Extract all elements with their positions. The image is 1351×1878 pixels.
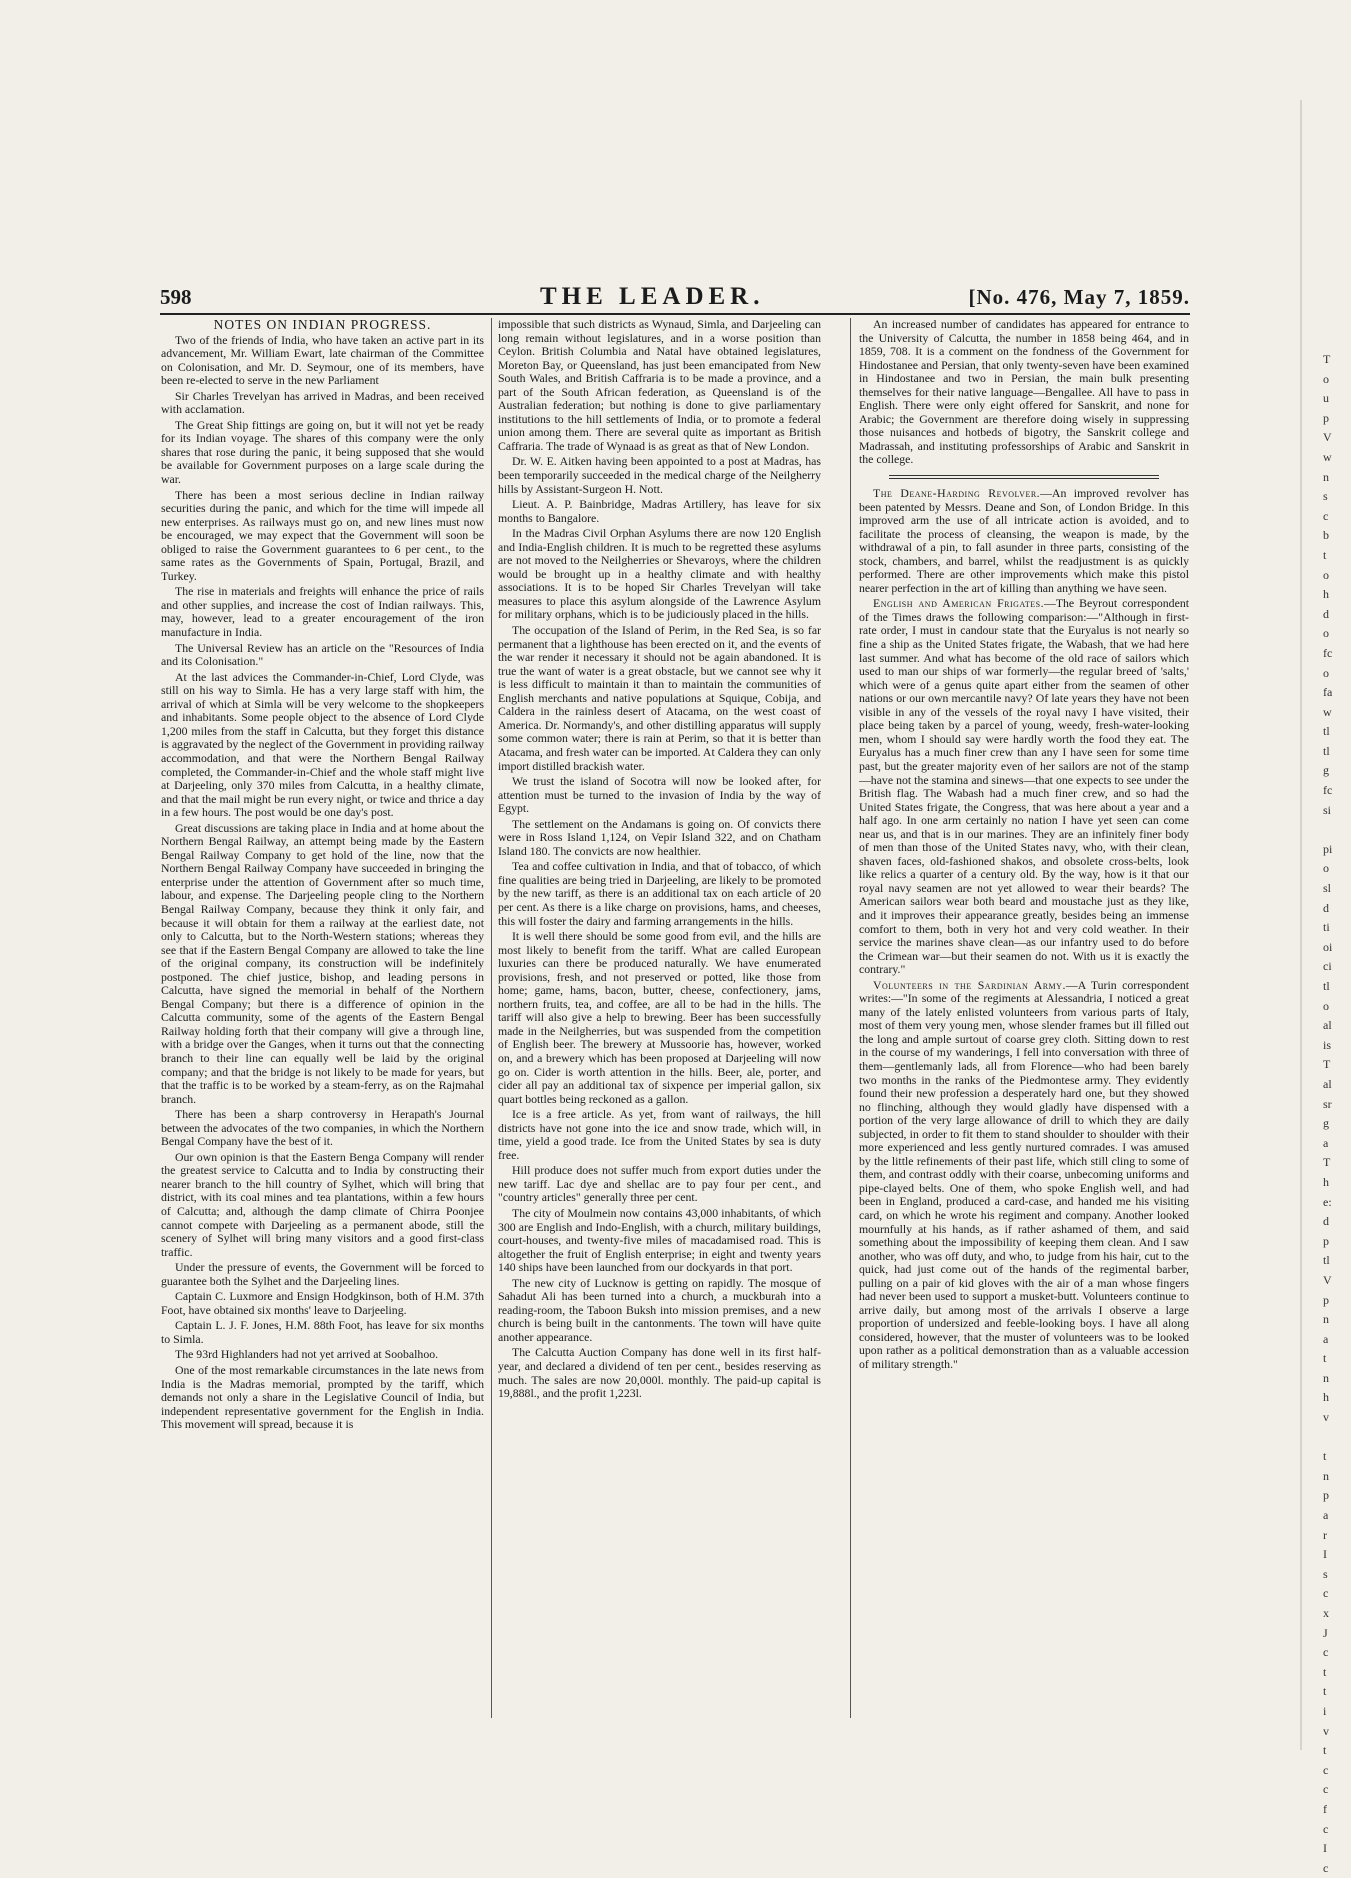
edge-letter: f [1323, 1801, 1327, 1816]
edge-letter: al [1323, 1018, 1332, 1033]
volunteers-article [859, 979, 1189, 1372]
edge-letter: h [1323, 1174, 1329, 1189]
paragraph: Ice is a free article. As yet, from want of railways, the hill districts have not gone into the ice and snow trade, which will, in time, yield a good trade. Ice from the United States by sea is duty free. [498, 1107, 821, 1162]
paragraph: Two of the friends of India, who have taken an active part in its advancement, Mr. William Ewart, late chairman of the Committee on Colonisation, and Mr. D. Seymour, one of its members, have been re-elected to serve in the new Parliament [161, 332, 484, 388]
edge-letter: a [1323, 1331, 1329, 1346]
edge-letter: p [1323, 410, 1329, 425]
edge-letter: n [1323, 469, 1329, 484]
edge-letter: o [1323, 861, 1329, 876]
column-2 [498, 318, 821, 1403]
edge-letter: w [1323, 449, 1332, 464]
edge-letter: o [1323, 567, 1329, 582]
edge-letter: tl [1323, 1253, 1330, 1268]
edge-letter: I [1323, 1547, 1327, 1562]
edge-letter: sr [1323, 1096, 1332, 1111]
paragraph: Captain L. J. F. Jones, H.M. 88th Foot, has leave for six months to Simla. [161, 1318, 484, 1346]
paragraph: There has been a sharp controversy in Herapath's Journal between the advocates of the two companies, in which the Northern Bengal Company have the best of it. [161, 1107, 484, 1149]
edge-letter: x [1323, 1606, 1329, 1620]
edge-letter: d [1323, 606, 1329, 621]
edge-letter: d [1323, 900, 1329, 915]
paragraph: The Great Ship fittings are going on, but it will not yet be ready for its Indian voyage. The shares of this company were the only shares that rose during the panic, it being supposed that she would be available for Government purposes on a large scale during the war. [161, 417, 484, 487]
paragraph: Tea and coffee cultivation in India, and that of tobacco, of which fine qualities are being tried in Darjeeling, are likely to be promoted by the new tariff, as there is an additional tax on each article of 20 per cent. As there is a like charge on provisions, hams, and cheeses, this will foster the dairy and farming arrangements in the hills. [498, 859, 821, 928]
edge-letter: b [1323, 528, 1329, 543]
edge-letter: e: [1323, 1194, 1332, 1209]
edge-letter: t [1323, 1743, 1327, 1758]
article-heading: NOTES ON INDIAN PROGRESS. [213, 318, 432, 332]
edge-letter: v [1323, 1410, 1329, 1425]
edge-letter: t [1323, 1351, 1327, 1366]
paragraph: The Calcutta Auction Company has done well in its first half-year, and declared a dividend of ten per cent., besides reserving as much. The sales are now 20,000l. monthly. The paid-up capital is 19,888l., and the profit 1,223l. [498, 1345, 821, 1401]
edge-letter: J [1323, 1625, 1328, 1640]
issue-date: [No. 476, May 7, 1859. [968, 285, 1190, 309]
page-header [160, 285, 1190, 315]
edge-letter: oi [1323, 939, 1333, 954]
edge-letter [1323, 820, 1345, 840]
paragraph: One of the most remarkable circumstances in the late news from India is the Madras memorial, prompted by the tariff, which demands not only a share in the Legislative Council of India, but independent representative government for the English in India. This movement will spread, because it is [161, 1363, 484, 1432]
edge-letter: al [1323, 1076, 1332, 1091]
edge-letter: tl [1323, 743, 1330, 758]
revolver-heading: The Deane-Harding Revolver. [873, 486, 1041, 501]
edge-letter: T [1323, 352, 1331, 366]
edge-letter: t [1323, 1684, 1327, 1699]
volunteers-text: —A Turin correspondent writes:—"In some of the regiments at Alessandria, I noticed a great many of the lately enlisted volunteers from various parts of Italy, most of them very young men, whose slender frames but ill filled out the long and ample surtout of coarse grey cloth. Sitting down to rest in the course of my wanderings, I fell into conversation with three of them—gentlemanly lads, all from Florence—who had been barely two months in the ranks of the Piedmontese army. They evidently found their new profession a desperately hard one, but they showed no flinching, although they would gladly have dispensed with a portion of the very large allowance of drill to which they are daily subjected, in order to fit them to stand shoulder to shoulder with their more experienced and less gently nurtured comrades. I was amused by the little refinements of their past life, which still cling to some of them, and contrast oddly with their coarse, unbecoming uniforms and pipe-clayed belts. One of them, who spoke English well, and had been in England, produced a card-case, and handed me his visiting card, on which he wrote his regiment and company. Another looked mournfully at his hands, as if rather ashamed of them, and said something about the impossibility of keeping them clean. And I saw another, who was off duty, and who, to judge from his hair, cut to the quick, had just come out of the hands of the regimental barber, pulling on a pair of kid gloves with the air of a man whose fingers had never been used to support a musket-butt. Volunteers continue to arrive daily, but among most of the arrivals I observe a large proportion of undersized and feeble-looking boys. I have all along considered, however, that the muster of volunteers was to be looked upon rather as a political demonstration than as a valuable accession of military strength." [859, 977, 1189, 1372]
paragraph: At the last advices the Commander-in-Chief, Lord Clyde, was still on his way to Simla. He has a very large staff with him, the arrival of which at Simla will be very welcome to the shopkeepers and inhabitants. Some people object to the absence of Lord Clyde 1,200 miles from the staff in Calcutta, but they forget this distance is aggravated by the neglect of the Government in providing railway accommodation, and that were the Northern Bengal Railway completed, the Commander-in-Chief and the whole staff might live at Darjeeling, only 370 miles from Calcutta, in a healthy climate, and that the mail might be run every night, or twice and thrice a day in a few hours. The post would be one day's post. [161, 669, 484, 820]
edge-letter: s [1323, 1566, 1328, 1581]
paragraph: The Universal Review has an article on the "Resources of India and its Colonisation." [161, 640, 484, 669]
edge-letter: fa [1323, 685, 1333, 700]
edge-letter: c [1323, 1586, 1329, 1601]
edge-letter: n [1323, 1370, 1329, 1385]
paragraph: Under the pressure of events, the Government will be forced to guarantee both the Sylhet and the Darjeeling lines. [161, 1260, 484, 1288]
paragraph: Sir Charles Trevelyan has arrived in Madras, and been received with acclamation. [161, 388, 484, 417]
edge-letter: h [1323, 1390, 1329, 1405]
revolver-text: —An improved revolver has been patented by Messrs. Deane and Son, of London Bridge. In this improved arm the use of all intricate action is avoided, and to facilitate the process of cleansing, the weapon is made, by the withdrawal of a pin, to fall asunder in three parts, consisting of the stock, chambers, and barrel, whilst the readjustment is as quickly performed. There are other improvements which make this pistol nearer perfection in the art of killing than anything we have seen. [859, 486, 1189, 595]
frigates-text: —The Beyrout correspondent of the Times draws the following comparison:—"Although in first-rate order, I must in candour state that the Euryalus is not nearly so fine a ship as the United States frigate, the Wabash, that we had here last summer. And what has become of the old race of sailors which used to man our ships of war formerly—the regular breed of 'salts,' which were of a genus quite apart either from the seamen of other nations or our own mercantile navy? Of late years they have not been visible in any of the vessels of the royal navy I have visited, their place being taken by a parcel of young, weedy, fresh-water-looking men, whom I should say were hardly worth the food they eat. The Euryalus has a much finer crew than any I have seen for some time past, but the greater majority even of her sailors are not of the stamp—have not the stamina and sinews—that one expects to see under the British flag. The Wabash had a much finer crew, and so had the United States frigate, the Congress, that was here about a year and a half ago. In one arm certainly no nation I have yet seen can come near us, and that is in our marines. They are an infinitely finer body of men than those of the United States navy, who, with their clean, shaven faces, old-fashioned shakos, and obsolete cross-belts, look like relics a quarter of a century old. By the way, how is it that our royal navy seamen are not yet allowed to wear their beards? The American sailors wear both beard and moustache just as they like, and it improves their appearance greatly, besides being an immense comfort to them, both in very hot and very cold weather. In their service the marines shave clean—as our infantry used to do before the Crimean war—but their seamen do not. With us it is exactly the contrary." [859, 596, 1189, 977]
section-divider [889, 475, 1159, 479]
edge-letter: s [1323, 489, 1328, 504]
edge-letter: o [1323, 665, 1329, 680]
edge-letter: p [1323, 1233, 1329, 1248]
paragraph: The occupation of the Island of Perim, in the Red Sea, is so far permanent that a lighthouse has been erected on it, and the events of the war render it necessary it should not be again abandoned. It is true the want of water is a great obstacle, but we cannot see why it is less difficult to maintain it than to maintain the communities of English merchants and native populations at Squique, Cobija, and Caldera in the rainless desert of Atacama, on the west coast of America. Dr. Normandy's, and other distilling apparatus will supply some common water; there is rain at Perim, so that it is better than Atacama, and fresh water can be imported. At Caldera they can only import distilled brackish water. [498, 623, 821, 773]
edge-letter: tl [1323, 979, 1330, 993]
edge-letter: n [1323, 1468, 1329, 1483]
edge-letter: o [1323, 998, 1329, 1013]
edge-letter: a [1323, 1135, 1329, 1150]
paragraph: It is well there should be some good from evil, and the hills are most likely to benefit from the tariff. What are called European luxuries can there be produced naturally. We have enumerated provisions, fresh, and not preserved or potted, like those from home; game, hams, bacon, butter, cheese, confectionery, jams, northern fruits, tea, and coffee, are all to be had in the hills. The tariff will also give a help to brewing. Beer has been successfully made in the Neilgherries, but was suspended from the competition of English beer. The brewery at Mussoorie has, however, worked on, and a brewery which has been proposed at Darjeeling will now go on. Cider is worth attention in the hills. Beer, ale, porter, and cider all pay an additional tax of sixpence per imperial gallon, six quart bottles being reckoned as a gallon. [498, 929, 821, 1106]
column-divider [491, 318, 492, 1718]
edge-letter: o [1323, 371, 1329, 386]
edge-letter: w [1323, 704, 1332, 719]
edge-letter: T [1323, 1057, 1331, 1072]
paragraph: In the Madras Civil Orphan Asylums there are now 120 English and India-English children. It is much to be regretted these asylums are not moved to the Neilgherries or Shevaroys, where the children would be brought up in a healthy climate and with healthy associations. It is to be hoped Sir Charles Trevelyan will take measures to place this asylum alongside of the Lawrence Asylum for military orphans, which is to be judiciously placed in the hills. [498, 526, 821, 622]
edge-letter: t [1323, 1664, 1327, 1679]
edge-letter: n [1323, 1312, 1329, 1327]
edge-letter: V [1323, 1272, 1332, 1287]
page-binding-shadow [1300, 100, 1302, 1750]
paragraph: We trust the island of Socotra will now be looked after, for attention must be turned to the invasion of India by the way of Egypt. [498, 774, 821, 816]
edge-letter: v [1323, 1723, 1329, 1738]
paragraph: The rise in materials and freights will enhance the price of rails and other supplies, and increase the cost of Indian railways. This, may, however, lead to a greater encouragement of the iron manufacture in India. [161, 584, 484, 640]
column-1 [161, 318, 484, 1434]
edge-letter: o [1323, 626, 1329, 641]
edge-letter: T [1323, 1155, 1331, 1170]
edge-letter: c [1323, 1782, 1329, 1797]
edge-letter: ti [1323, 920, 1330, 935]
edge-letter: fc [1323, 645, 1333, 660]
paragraph: An increased number of candidates has appeared for entrance to the University of Calcutta, the number in 1858 being 464, and in 1859, 708. It is a comment on the fondness of the Government for Hindostanee and Persian, that only twenty-seven have been examined in Hindostanee and two in Persian, the main bulk presenting themselves for their native language—Bengallee. All have to pass in English. There were only eight offered for Sanskrit, and none for Arabic; the Government are therefore doing wisely in suppressing those nuisances and hotbeds of bigotry, the Sanskrit college and Madrassah, and instituting professorships of Arabic and Sanskrit in the college. [859, 318, 1189, 467]
edge-letter: ci [1323, 959, 1332, 974]
paragraph: The city of Moulmein now contains 43,000 inhabitants, of which 300 are English and Indo-English, with a church, military buildings, court-houses, and twenty-five miles of macadamised road. This is altogether the fruit of English enterprise; in eight and twenty years 140 ships have been launched from our dockyards in that port. [498, 1206, 821, 1275]
edge-letter: c [1323, 1821, 1329, 1836]
edge-letter: I [1323, 1841, 1327, 1856]
column-divider [850, 318, 851, 1718]
edge-letter: p [1323, 1488, 1329, 1503]
column-3 [859, 318, 1189, 1374]
frigates-heading: English and American Frigates. [873, 596, 1045, 611]
edge-letter: V [1323, 430, 1332, 445]
edge-letter: si [1323, 802, 1332, 817]
edge-letter: r [1323, 1527, 1327, 1542]
paragraph: The 93rd Highlanders had not yet arrived at Soobalhoo. [175, 1347, 439, 1362]
paragraph: The settlement on the Andamans is going on. Of convicts there were in Ross Island 1,124, on Vepir Island 322, and on Chatham Island 180. The convicts are now healthier. [498, 816, 821, 858]
paragraph: Great discussions are taking place in India and at home about the Northern Bengal Railway, an attempt being made by the Eastern Bengal Railway Company to get hold of the line, now that the Northern Bengal Railway Company have succeeded in bringing the enterprise under the attention of Government after so much time, labour, and expense. The Darjeeling people cling to the Northern Bengal Railway Company, because they think it only fair, and because it will obtain for them a railway at the earliest date, not only to Calcutta, but to the North-Western stations; whereas they see that if the Eastern Bengal Company are allowed to take the line of the original company, its construction will be indefinitely postponed. The chief justice, bishop, and leading persons in Calcutta, have signed the memorial in behalf of the Northern Bengal Company; but there is a difference of opinion in the Calcutta community, some of the agents of the Eastern Bengal Railway holding forth that their company will give a through line, with a bridge over the Ganges, when it turns out that the connecting branch to their line can equally well be laid by the original company; and that the bridge is not likely to be made for years, but that the traffic is to be worked by a steam-ferry, as on the Rajmahal branch. [161, 820, 484, 1106]
edge-letter: c [1323, 508, 1329, 523]
edge-letter: h [1323, 587, 1329, 602]
masthead-title: THE LEADER. [540, 283, 765, 310]
page-number: 598 [160, 285, 192, 309]
edge-letter: p [1323, 1292, 1329, 1307]
edge-letter: pi [1323, 841, 1333, 856]
volunteers-heading: Volunteers in the Sardinian Army. [873, 977, 1066, 992]
edge-letter: fc [1323, 783, 1333, 798]
edge-letter: c [1323, 1860, 1329, 1875]
edge-letter [1323, 1428, 1345, 1448]
edge-letter: u [1323, 391, 1329, 406]
paragraph: Captain C. Luxmore and Ensign Hodgkinson, both of H.M. 37th Foot, have obtained six months' leave to Darjeeling. [161, 1289, 484, 1317]
paragraph: Hill produce does not suffer much from export duties under the new tariff. Lac dye and shellac are to pay four per cent., and "country articles" generally three per cent. [498, 1163, 821, 1205]
edge-letter: sl [1323, 881, 1332, 896]
edge-letter: is [1323, 1037, 1332, 1052]
edge-letter: a [1323, 1508, 1329, 1523]
edge-letter: i [1323, 1703, 1327, 1718]
edge-letter: g [1323, 763, 1329, 778]
edge-letter: t [1323, 1449, 1327, 1464]
paragraph: Our own opinion is that the Eastern Benga Company will render the greatest service to Calcutta and to India by constructing their nearer branch to the hill country of Sylhet, which will bring that district, with its coal mines and tea plantations, within a few hours of Calcutta; and, although the damp climate of Chirra Poonjee cannot compete with Darjeeling as a permanent abode, still the scenery of Sylhet will bring many visitors and a good first-class traffic. [161, 1149, 484, 1259]
frigates-article [859, 597, 1189, 976]
revolver-article [859, 487, 1189, 595]
header-rule [160, 313, 1190, 315]
edge-letter: tl [1323, 724, 1330, 739]
paragraph: Dr. W. E. Aitken having been appointed to a post at Madras, has been temporarily succeeded in the medical charge of the Neilgherry hills by Assistant-Surgeon H. Nott. [498, 454, 821, 496]
paragraph: Lieut. A. P. Bainbridge, Madras Artillery, has leave for six months to Bangalore. [498, 497, 821, 525]
edge-letter: g [1323, 1116, 1329, 1131]
paragraph: The new city of Lucknow is getting on rapidly. The mosque of Sahadut Ali has been turned into a church, a muckburah into a reading-room, the Taboon Buksh into mission premises, and a new church is being built in the cantonments. The town will have quite another appearance. [498, 1275, 821, 1344]
edge-letter: c [1323, 1762, 1329, 1777]
edge-letter: t [1323, 547, 1327, 562]
paragraph: impossible that such districts as Wynaud, Simla, and Darjeeling can long remain without legislatures, and in a worse position than Ceylon. British Columbia and Natal have obtained legislatures, Moreton Bay, or Queensland, has just been emancipated from New South Wales, and British Caffraria is to be made a province, and a part of the South African federation, as Queensland is of the Australian federation; but nothing is done to give parliamentary institutions to the hill settlements of India, or to promote a federal union among them. There are several quite as important as British Caffraria. The trade of Wynaad is as great as that of New London. [498, 318, 821, 453]
edge-letter: c [1323, 1645, 1329, 1660]
paragraph: There has been a most serious decline in Indian railway securities during the panic, and which for the time will impede all new enterprises. As railways must go on, and new lines must now be encouraged, we may expect that the Government will soon be obliged to raise the Government guarantees to 6 per cent., to the same rates as the Governments of Spain, Portugal, Brazil, and Turkey. [161, 487, 484, 583]
edge-letter: d [1323, 1214, 1329, 1229]
facing-page-edge [1323, 350, 1345, 1875]
